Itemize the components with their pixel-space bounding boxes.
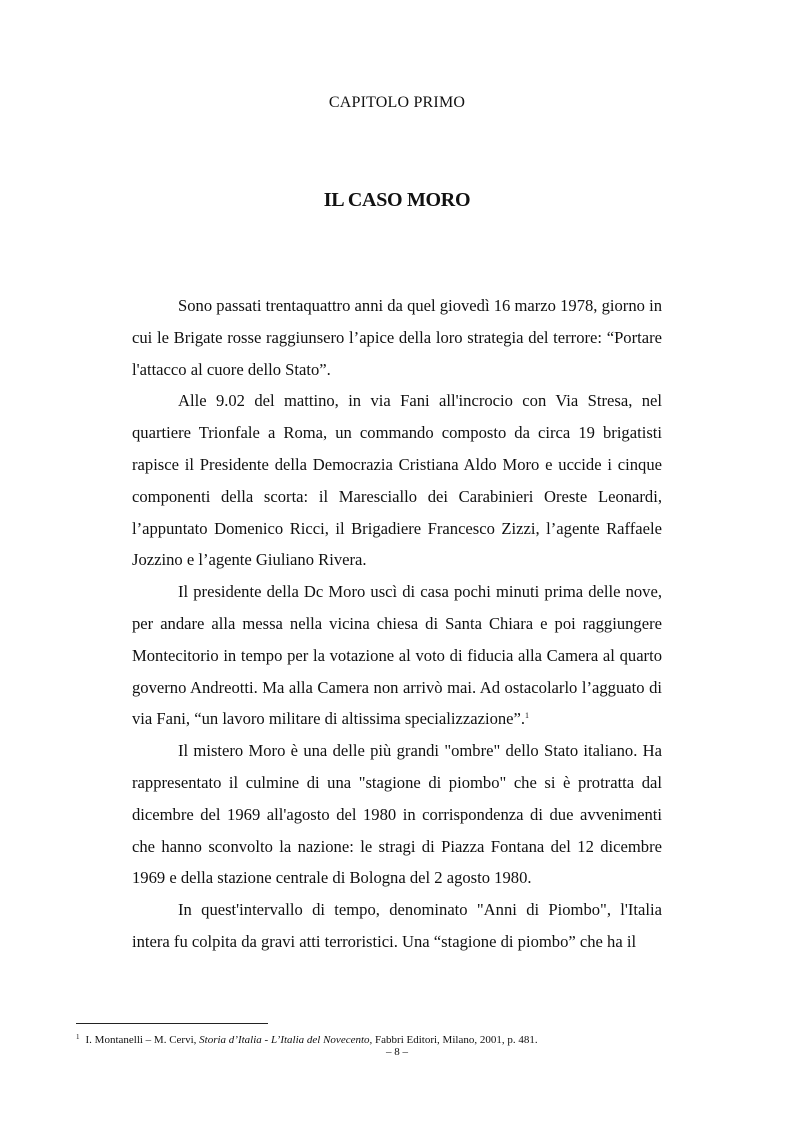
paragraph: Sono passati trentaquattro anni da quel giovedì 16 marzo 1978, giorno in cui le Brigate rosse raggiunsero l’apice della loro strategia del terrore: “Portare l'attacco al cuore dello Stato”. <box>132 296 662 379</box>
footnote-number: 1 <box>76 1033 80 1041</box>
footnote-reference: 1 <box>525 711 530 721</box>
page-number: – 8 – <box>386 1046 408 1058</box>
paragraph: Il mistero Moro è una delle più grandi "ombre" dello Stato italiano. Ha rappresentato il culmine di una "stagione di piombo" che si è protratta dal dicembre del 1969 all'agosto del 1980 in corrispondenza di due avvenimenti che hanno sconvolto la nazione: le stragi di Piazza Fontana del 12 dicembre 1969 e della stazione centrale di Bologna del 2 agosto 1980. <box>132 741 662 888</box>
footnote <box>76 1030 716 1047</box>
footnote-work-title: Storia d’Italia - L’Italia del Novecento, <box>199 1034 373 1046</box>
chapter-title: IL CASO MORO <box>323 189 471 211</box>
paragraph: Alle 9.02 del mattino, in via Fani all'incrocio con Via Stresa, nel quartiere Trionfale a Roma, un commando composto da circa 19 brigatisti rapisce il Presidente della Democrazia Cristiana Aldo Moro e uccide i cinque componenti della scorta: il Maresciallo dei Carabinieri Oreste Leonardi, l’appuntato Domenico Ricci, il Brigadiere Francesco Zizzi, l’agente Raffaele Jozzino e l’agente Giuliano Rivera. <box>132 391 662 570</box>
paragraph: In quest'intervallo di tempo, denominato "Anni di Piombo", l'Italia intera fu colpita da gravi atti terroristici. Una “stagione di piombo” che ha il <box>132 900 662 951</box>
chapter-heading: CAPITOLO PRIMO <box>328 94 466 111</box>
footnote-publisher: Fabbri Editori, Milano, 2001, p. 481. <box>375 1034 538 1046</box>
footnote-authors: I. Montanelli – M. Cervi, <box>85 1034 197 1046</box>
body-text <box>132 290 662 958</box>
footnote-separator <box>76 1023 268 1024</box>
paragraph: Il presidente della Dc Moro uscì di casa pochi minuti prima delle nove, per andare alla messa nella vicina chiesa di Santa Chiara e poi raggiungere Montecitorio in tempo per la votazione al voto di fiducia alla Camera al quarto governo Andreotti. Ma alla Camera non arrivò mai. Ad ostacolarlo l’agguato di via Fani, “un lavoro militare di altissima specializzazione”.$^1$ <box>132 582 662 729</box>
